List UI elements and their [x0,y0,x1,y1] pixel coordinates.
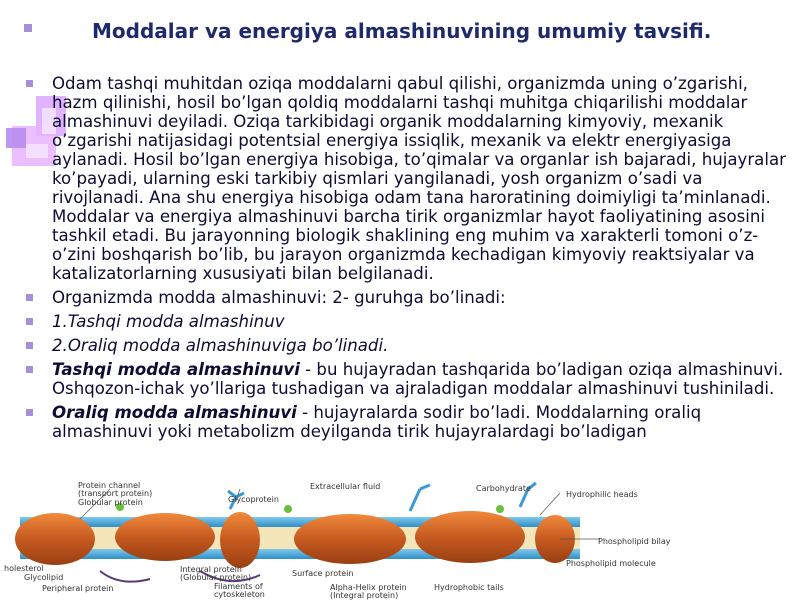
term-external: Tashqi modda almashinuvi [52,360,300,379]
paragraph-groups: Organizmda modda almashinuvi: 2- guruhga bo’linadi: [24,288,792,307]
page-title: Moddalar va energiya almashinuvining umumiy tavsifi. [92,19,712,43]
label-filaments: Filaments of [214,582,263,591]
title-bullet [24,24,32,32]
label-extracellular-fluid: Extracellular fluid [310,482,381,491]
list-item: 1.Tashqi modda almashinuv [24,312,792,331]
label-glycolipid: Glycolipid [24,573,64,582]
term-intermediate: Oraliq modda almashinuvi [52,403,297,422]
label-hydrophilic-heads: Hydrophilic heads [566,490,638,499]
paragraph-intro: Odam tashqi muhitdan oziqa moddalarni qabul qilishi, organizmda uning o’zgarishi, hazm qilinishi, hosil bo’lgan qoldiq moddalarni tashqi muhitga chiqarilishi moddalar almashinuvi deyiladi. Oziqa tarkibidagi organik moddalarning kimyoviy, mexanik o’zgarishi natijasidagi potentsial energiya issiqlik, mexanik va elektr energiyasiga aylanadi. Hosil bo’lgan energiya hisobiga, to’qimalar va organlar ish bajaradi, hujayralar ko’payadi, ularning eski tarkibiy qismlari yangilanadi, yosh organizm o’sadi va rivojlanadi. Ana shu energiya hisobiga odam tana haroratining doimiyligi ta’minlanadi. Moddalar va energiya almashinuvi barcha tirik organizmlar hayot faoliyatining asosini tashkil etadi. Bu jarayonning biologik shaklining eng muhim va xarakterli tomoni o’z-o’zini boshqarish bo’lib, bu jarayon organizmda kechadigan kimyoviy reaktsiyalar va katalizatorlarning xususiyati bilan belgilanadi. [24,74,792,283]
label-glycoprotein: Glycoprotein [228,495,279,504]
label-alpha-helix-sub: (Integral protein) [330,591,399,600]
label-globular-protein: Globular protein [78,498,143,507]
label-phospholipid-molecule: Phospholipid molecule [566,559,656,568]
label-filaments-sub: cytoskeleton [214,590,265,599]
label-surface-protein: Surface protein [292,569,354,578]
label-peripheral-protein: Peripheral protein [42,584,114,593]
cell-membrane-diagram [0,479,800,600]
label-carbohydrate: Carbohydrate [476,484,531,493]
label-protein-channel-sub: (transport protein) [78,489,153,498]
definition-intermediate [24,403,792,441]
slide-content [24,74,792,446]
label-integral-protein: Integral protein [180,565,242,574]
label-cholesterol: holesterol [4,564,44,573]
definition-intermediate-text: - hujayralarda sodir bo’ladi. Moddalarning oraliq almashinuvi yoki metabolizm deyilganda tirik hujayralardagi bo’ladigan [52,403,702,441]
list-item: 2.Oraliq modda almashinuviga bo’linadi. [24,336,792,355]
label-phospholipid-bilayer: Phospholipid bilay [598,537,671,546]
label-protein-channel: Protein channel [78,481,141,490]
label-hydrophobic-tails: Hydrophobic tails [434,583,504,592]
definition-external-text: - bu hujayradan tashqarida bo’ladigan oziqa almashinuvi. Oshqozon-ichak yo’llariga tushadigan va ajraladigan moddalar almashinuvi tushiniladi. [52,360,784,398]
definition-external [24,360,792,398]
label-alpha-helix: Alpha-Helix protein [330,583,407,592]
label-integral-protein-sub: (Globular protein) [180,573,252,582]
